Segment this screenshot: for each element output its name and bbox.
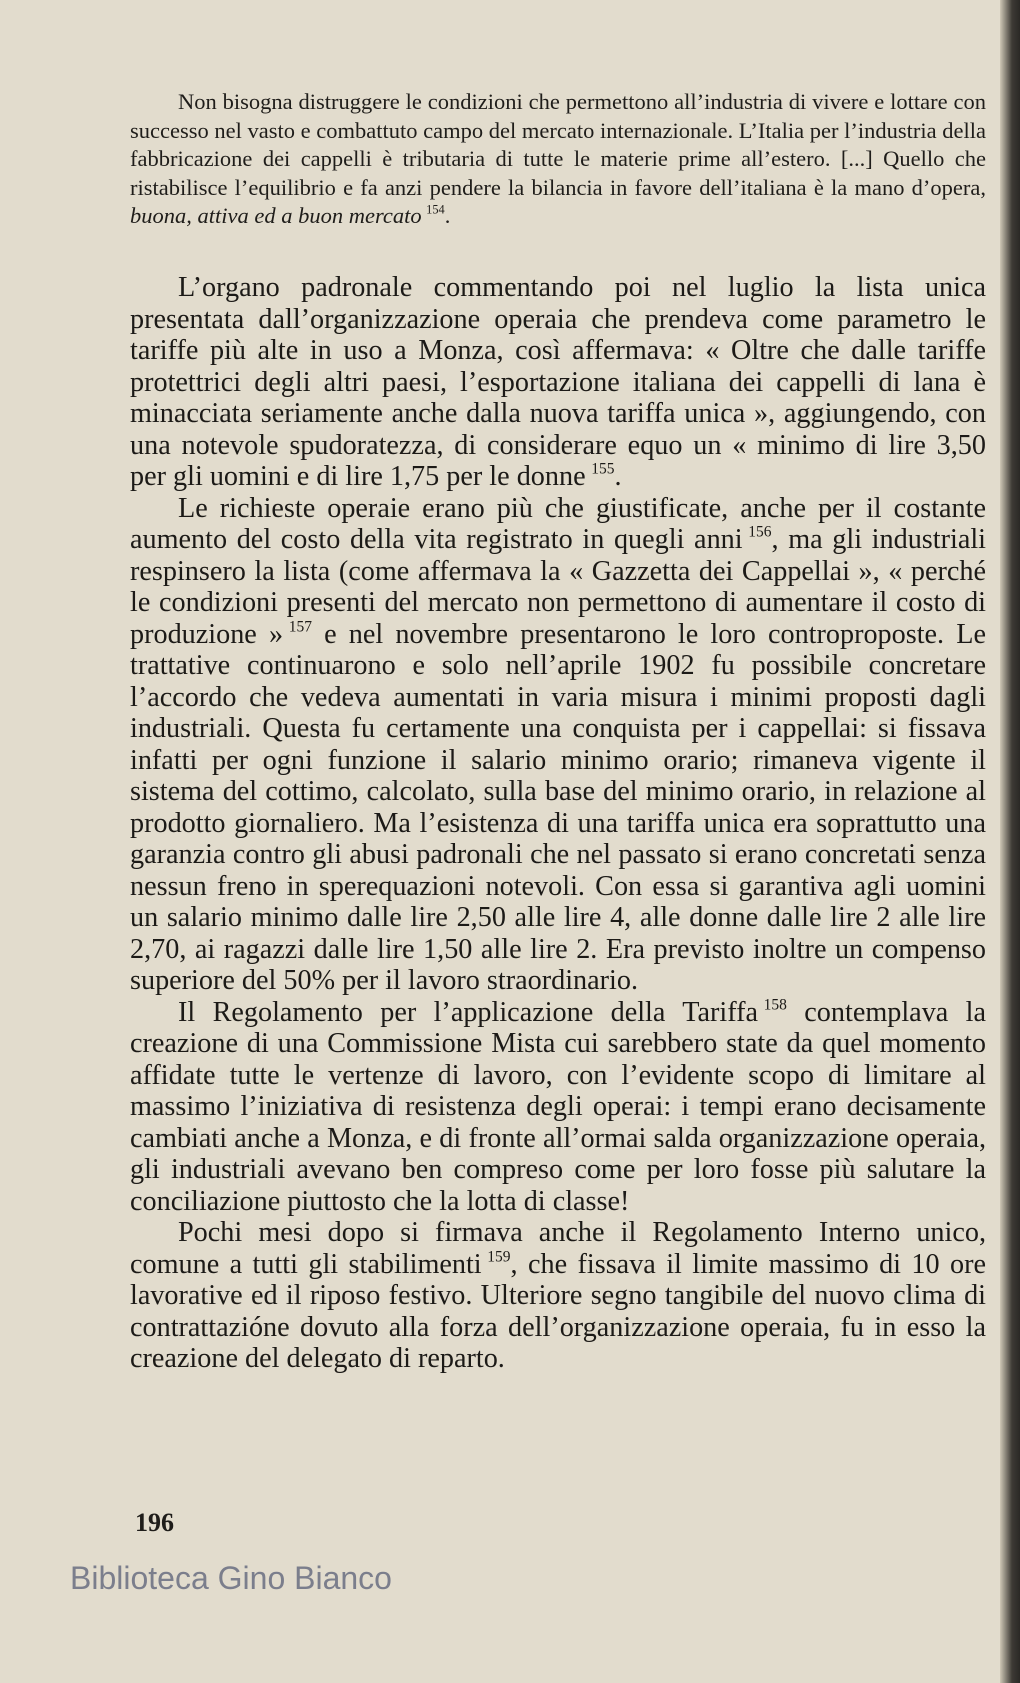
quote-italic-text: buona, attiva ed a buon mercato bbox=[130, 203, 422, 229]
page-edge-shadow bbox=[1000, 0, 1020, 1683]
paragraph-text: Pochi mesi dopo si firmava anche il Regolamento Interno unico, comune a tutti gli stabilimenti bbox=[130, 1217, 986, 1280]
footnote-ref: 157 bbox=[288, 617, 312, 635]
footnote-ref: 155 bbox=[591, 460, 615, 478]
footnote-ref: 154 bbox=[426, 203, 445, 218]
paragraph-text: contemplava la creazione di una Commissione Mista cui sarebbero state da quel momento affidate tutte le vertenze di lavoro, con l’evidente scopo di limitare al massimo l’iniziativa di resistenza degli operai: i tempi erano decisamente cambiati anche a Monza, e di fronte all’ormai salda organizzazione operaia, gli industriali avevano ben compreso come per loro fosse più salutare la conciliazione piuttosto che la lotta di classe! bbox=[130, 996, 987, 1217]
paragraph-text: Le richieste operaie erano più che giustificate, anche per il costante aumento del costo della vita registrato in quegli anni bbox=[130, 492, 986, 555]
paragraph-text: Il Regolamento per l’applicazione della Tariffa bbox=[178, 996, 759, 1028]
paragraph-text: L’organo padronale commentando poi nel luglio la lista unica presentata dall’organizzazione operaia che prendeva come parametro le tariffe più alte in uso a Monza, così affermava: « Oltre che dalle tariffe protettrici degli altri paesi, l’esportazione italiana dei cappelli di lana è minacciata seriamente anche dalla nuova tariffa unica », aggiungendo, con una notevole spudoratezza, di considerare equo un « minimo di lire 3,50 per gli uomini e di lire 1,75 per le donne bbox=[130, 272, 986, 492]
paragraph-2 bbox=[130, 493, 986, 997]
quote-end: . bbox=[444, 203, 451, 229]
block-quote bbox=[130, 88, 986, 231]
footnote-ref: 159 bbox=[487, 1247, 511, 1265]
body-text bbox=[130, 272, 986, 1375]
quote-text: Non bisogna distruggere le condizioni che permettono all’industria di vivere e lottare con successo nel vasto e combattuto campo del mercato internazionale. L’Italia per l’industria della fabbricazione dei cappelli è tributaria di tutte le materie prime all’estero. [...] Quello che ristabilisce l’equilibrio e fa anzi pendere la bilancia in favore dell’italiana è la mano d’opera, bbox=[130, 89, 986, 200]
paragraph-text: , che fissava il limite massimo di 10 ore lavorative ed il riposo festivo. Ulteriore segno tangibile del nuovo clima di contrattazióne dovuto alla forza dell’organizzazione operaia, fu in esso la creazione del delegato di reparto. bbox=[130, 1248, 986, 1374]
paragraph-text: . bbox=[614, 461, 622, 492]
paragraph-4 bbox=[130, 1217, 986, 1375]
paragraph-text: , ma gli industriali respinsero la lista (come affermava la « Gazzetta dei Cappellai », « perché le condizioni presenti del mercato non permettono di aumentare il costo di produzione » bbox=[130, 524, 986, 650]
paragraph-text: e nel novembre presentarono le loro controproposte. Le trattative continuarono e solo nell’aprile 1902 fu possibile concretare l’accordo che vedeva aumentati in varia misura i minimi proposti dagli industriali. Questa fu certamente una conquista per i cappellai: si fissava infatti per ogni funzione il salario minimo orario; rimaneva vigente il sistema del cottimo, calcolato, sulla base del minimo orario, in relazione al prodotto giornaliero. Ma l’esistenza di una tariffa unica era soprattutto una garanzia contro gli abusi padronali che nel passato si erano concretati senza nessun freno in sperequazioni notevoli. Con essa si garantiva agli uomini un salario minimo dalle lire 2,50 alle lire 4, alle donne dalle lire 2 alle lire 2,70, ai ragazzi dalle lire 1,50 alle lire 2. Era previsto inoltre un compenso superiore del 50% per il lavoro straordinario. bbox=[130, 618, 986, 996]
library-watermark: Biblioteca Gino Bianco bbox=[70, 1560, 392, 1596]
page-number: 196 bbox=[135, 1508, 174, 1537]
paragraph-3 bbox=[130, 997, 986, 1218]
quote-paragraph bbox=[130, 88, 986, 231]
footnote-ref: 158 bbox=[763, 995, 787, 1013]
footnote-ref: 156 bbox=[748, 523, 772, 541]
paragraph-1 bbox=[130, 272, 986, 493]
